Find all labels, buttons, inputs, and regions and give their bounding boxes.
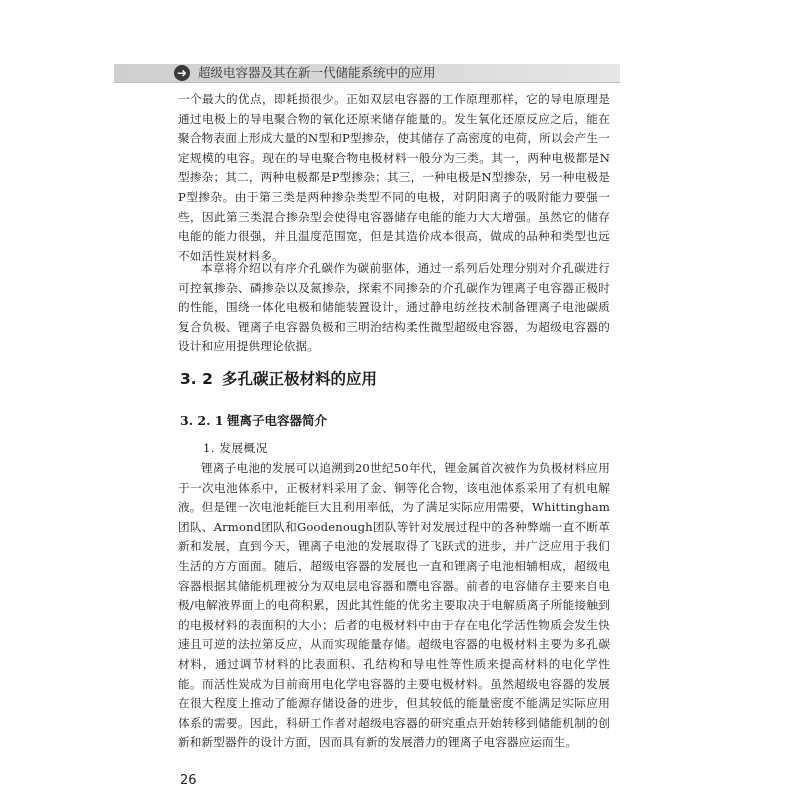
item-heading: 1. 发展概况 [203, 441, 268, 455]
body-paragraph-1: 一个最大的优点，即耗损很少。正如双层电容器的工作原理那样，它的导电原理是通过电极上的导电聚合物的氧化还原来储存能量的。发生氧化还原反应之后，能在聚合物表面上形成大量的N型和P型掺杂，使其储存了高密度的电荷，所以会产生一定规模的电容。现在的导电聚合物电极材料一般分为三类。其一，两种电极都是N型掺杂；其二，两种电极都是P型掺杂；其三，一种电极是N型掺杂，另一种电极是P型掺杂。由于第三类是两种掺杂类型不同的电极，对阴阳离子的吸附能力要强一些，因此第三类混合掺杂型会使得电容器储存电能的能力大大增强。虽然它的储存电能的能力很强，并且温度范围宽，但是其造价成本很高，做成的品种和类型也远不如活性炭材料多。 [178, 92, 610, 263]
body-paragraph-3: 锂离子电池的发展可以追溯到20世纪50年代，锂金属首次被作为负极材料应用于一次电池体系中，正极材料采用了金、铜等化合物，该电池体系采用了有机电解液。但是锂一次电池耗能巨大且利用率低，为了满足实际应用需要，Whittingham团队、Armond团队和Goodenough团队等针对发展过程中的各种弊端一直不断革新和发展，直到今天，锂离子电池的发展取得了飞跃式的进步，并广泛应用于我们生活的方方面面。随后，超级电容器的发展也一直和锂离子电池相辅相成，超级电容器根据其储能机理被分为双电层电容器和赝电容器。前者的电容储存主要来自电极/电解液界面上的电荷积累，因此其性能的优劣主要取决于电解质离子所能接触到的电极材料的表面积的大小；后者的电极材料中由于存在电化学活性物质会发生快速且可逆的法拉第反应，从而实现能量存储。超级电容器的电极材料主要为多孔碳材料，通过调节材料的比表面积、孔结构和导电性等性质来提高材料的电化学性能。而活性炭成为目前商用电化学电容器的主要电极材料。虽然超级电容器的发展在很大程度上推动了能源存储设备的进步，但其较低的能量密度不能满足实际应用体系的需要。因此，科研工作者对超级电容器的研究重点开始转移到储能机制的创新和新型器件的设计方面，因而具有新的发展潜力的锂离子电容器应运而生。 [178, 461, 610, 750]
section-number: 3. 2 [180, 370, 213, 388]
section-heading [180, 367, 377, 389]
subsection-number: 3. 2. 1 [180, 413, 224, 428]
subsection-heading [180, 411, 327, 429]
page-number: 26 [180, 773, 197, 788]
section-title: 多孔碳正极材料的应用 [222, 370, 378, 388]
subsection-title: 锂离子电容器简介 [227, 413, 328, 428]
circle-arrow-right-icon: ➜ [174, 65, 190, 81]
running-header-title: 超级电容器及其在新一代储能系统中的应用 [198, 65, 436, 80]
body-paragraph-2: 本章将介绍以有序介孔碳作为碳前驱体，通过一系列后处理分别对介孔碳进行可控氧掺杂、磷掺杂以及氮掺杂，探索不同掺杂的介孔碳作为锂离子电容器正极时的性能，围绕一体化电极和储能装置设计，通过静电纺丝技术制备锂离子电池碳质复合负极、锂离子电容器负极和三明治结构柔性微型超级电容器，为超级电容器的设计和应用提供理论依据。 [178, 261, 610, 354]
